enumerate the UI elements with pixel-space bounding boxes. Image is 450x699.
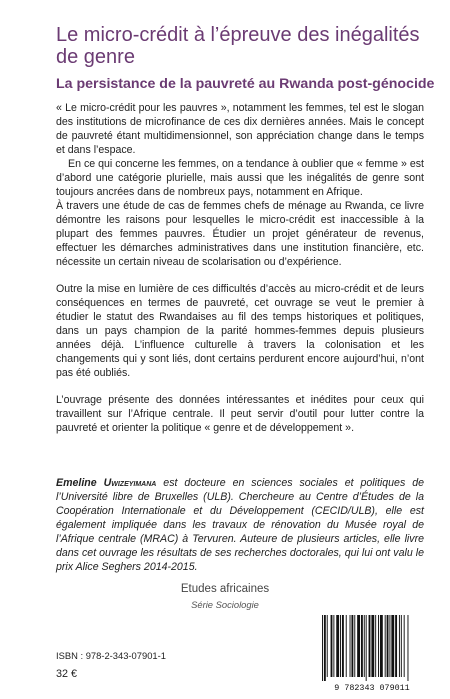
- series-info: [0, 583, 450, 610]
- barcode-bar: [408, 615, 409, 681]
- blurb-paragraph-5: L’ouvrage présente des données intéressantes et inédites pour ceux qui travaillent sur l’Afrique centrale. Il peut servir d’outil pour lutter contre la pauvreté et orienter la politique « genre et de développement ».: [56, 394, 424, 434]
- barcode-bar: [327, 615, 328, 677]
- barcode-bar: [331, 615, 333, 677]
- barcode-bar: [389, 615, 390, 677]
- barcode-bar: [354, 615, 355, 677]
- barcode-bar: [404, 615, 405, 677]
- blurb: [56, 101, 424, 435]
- blurb-paragraph-1: « Le micro-crédit pour les pauvres », notamment les femmes, tel est le slogan des institutions de microfinance de ces dix dernières années. Mais le concept de pauvreté étant multidimensionnel, son appréciation change dans le temps et dans l’espace.: [56, 102, 424, 156]
- blurb-paragraph-3: À travers une étude de cas de femmes chefs de ménage au Rwanda, ce livre démontre les raisons pour lesquelles le micro-crédit est inaccessible à la plupart des femmes pauvres. Étudier un projet générateur de revenus, effectuer les démarches administratives dans une institution financière, etc. nécessite un certain niveau de scolarisation ou d’expérience.: [56, 200, 424, 268]
- book-subtitle: La persistance de la pauvreté au Rwanda post-génocide: [56, 76, 435, 92]
- barcode-bar: [324, 615, 326, 681]
- barcode-bar: [401, 615, 402, 677]
- price: 32 €: [56, 668, 78, 680]
- barcode-number: 9 782343 079011: [334, 683, 410, 693]
- blurb-paragraph-2: En ce qui concerne les femmes, on a tendance à oublier que « femme » est d’abord une catégorie plurielle, mais aussi que les inégalités de genre sont toujours ancrées dans de nombreux pays, notamment en Afrique.: [56, 158, 424, 198]
- barcode-bar: [361, 615, 363, 677]
- barcode-bar: [340, 615, 341, 677]
- subseries-name: Série Sociologie: [191, 599, 259, 610]
- author-first-name: Emeline: [56, 477, 97, 489]
- barcode-bar: [380, 615, 383, 677]
- collection-name: Etudes africaines: [180, 583, 270, 595]
- barcode-bar: [385, 615, 386, 677]
- barcode-bar: [333, 615, 334, 677]
- barcode-bar: [350, 615, 351, 677]
- barcode: [316, 613, 428, 693]
- barcode-bar: [399, 615, 400, 677]
- book-title: Le micro-crédit à l’épreuve des inégalités de genre: [56, 24, 420, 68]
- barcode-bar: [395, 615, 397, 677]
- barcode-bar: [366, 615, 367, 681]
- barcode-bar: [387, 615, 389, 677]
- author-last-name: Uwizeyimana: [103, 477, 157, 489]
- barcode-bar: [371, 615, 374, 677]
- barcode-bar: [378, 615, 379, 677]
- barcode-bar: [375, 615, 376, 677]
- barcode-bar: [336, 615, 339, 677]
- barcode-bar: [342, 615, 344, 677]
- isbn: ISBN : 978-2-343-07901-1: [56, 650, 166, 661]
- barcode-bar: [391, 615, 394, 677]
- barcode-bar: [364, 615, 365, 677]
- barcode-bar: [351, 615, 353, 677]
- barcode-bar: [357, 615, 360, 677]
- author-bio: [56, 476, 424, 574]
- author-bio-text: est docteure en sciences sociales et politiques de l’Université libre de Bruxelles (ULB). Chercheure au Centre d’Études de la Coopération Internationale et du Développement (CECID/ULB), elle est également impliquée dans les travaux de rénovation du Musée royal de l’Afrique centrale (MRAC) à Tervuren. Auteure de plusieurs articles, elle livre dans cet ouvrage les résultats de ses recherches doctorales, qui lui ont valu le prix Alice Seghers 2014-2015.: [56, 477, 424, 573]
- blurb-paragraph-4: Outre la mise en lumière de ces difficultés d’accès au micro-crédit et de leurs conséquences en termes de pauvreté, cet ouvrage se veut le premier à étudier le statut des Rwandaises au fil des temps historiques et politiques, dans un pays champion de la parité hommes-femmes depuis plusieurs années déjà. L’influence culturelle à travers la colonisation et les changements qui y sont liés, dont certains perdurent encore aujourd’hui, n’ont pas été oubliés.: [56, 283, 424, 379]
- barcode-bar: [346, 615, 347, 677]
- barcode-bar: [322, 615, 323, 681]
- barcode-bar: [369, 615, 371, 677]
